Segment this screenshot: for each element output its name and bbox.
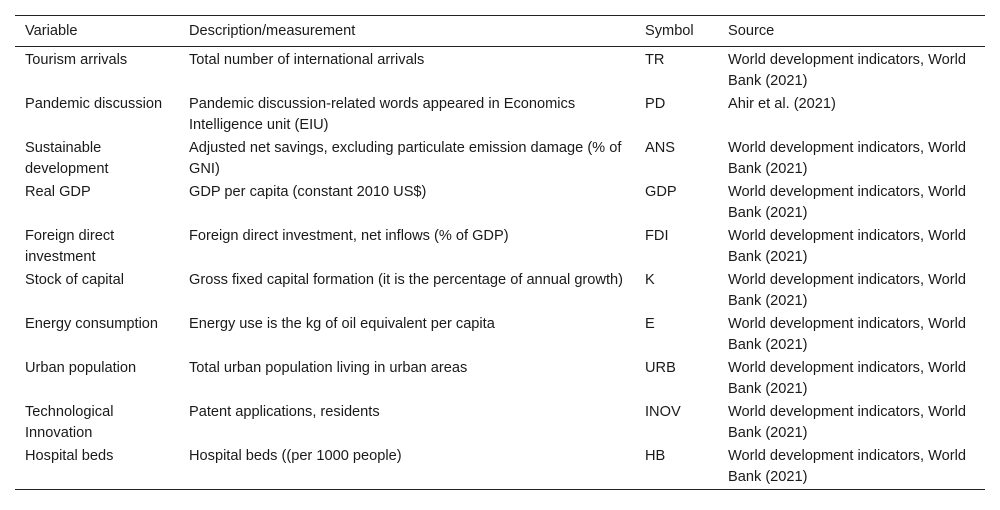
cell-description: Energy use is the kg of oil equivalent per capita [189, 316, 495, 332]
table-row [15, 445, 985, 490]
cell-source: World development indicators, World Bank (2021) [728, 360, 966, 397]
cell-variable: Foreign direct investment [25, 228, 115, 265]
cell-variable: Urban population [25, 360, 137, 376]
cell-symbol: PD [645, 96, 666, 112]
cell-description: Hospital beds ((per 1000 people) [189, 448, 402, 464]
header-source: Source [728, 23, 775, 39]
header-variable: Variable [25, 23, 78, 39]
cell-symbol: HB [645, 448, 666, 464]
table-row [15, 47, 985, 94]
cell-symbol: FDI [645, 228, 669, 244]
cell-symbol: URB [645, 360, 676, 376]
cell-variable: Sustainable development [25, 140, 109, 177]
cell-symbol: INOV [645, 404, 681, 420]
table-row [15, 401, 985, 445]
cell-variable: Energy consumption [25, 316, 159, 332]
cell-description: Pandemic discussion-related words appeared in Economics Intelligence unit (EIU) [189, 96, 576, 133]
cell-source: World development indicators, World Bank (2021) [728, 272, 966, 309]
header-description: Description/measurement [189, 23, 356, 39]
variables-table [15, 15, 985, 490]
cell-source: World development indicators, World Bank (2021) [728, 404, 966, 441]
cell-description: Total number of international arrivals [189, 52, 425, 68]
cell-source: World development indicators, World Bank (2021) [728, 228, 966, 265]
cell-source: World development indicators, World Bank (2021) [728, 52, 966, 89]
cell-symbol: TR [645, 52, 665, 68]
header-symbol: Symbol [645, 23, 694, 39]
table-row [15, 225, 985, 269]
cell-source: Ahir et al. (2021) [728, 96, 836, 112]
table-row [15, 269, 985, 313]
cell-variable: Pandemic discussion [25, 96, 163, 112]
table-header-row [15, 16, 985, 47]
cell-description: Total urban population living in urban areas [189, 360, 468, 376]
table-row [15, 137, 985, 181]
cell-source: World development indicators, World Bank (2021) [728, 140, 966, 177]
cell-variable: Tourism arrivals [25, 52, 128, 68]
cell-symbol: E [645, 316, 655, 332]
table-row [15, 93, 985, 137]
cell-symbol: K [645, 272, 655, 288]
table-row [15, 357, 985, 401]
cell-description: Foreign direct investment, net inflows (% of GDP) [189, 228, 509, 244]
table-row [15, 181, 985, 225]
cell-variable: Hospital beds [25, 448, 114, 464]
cell-description: Adjusted net savings, excluding particulate emission damage (% of GNI) [189, 140, 622, 177]
cell-source: World development indicators, World Bank (2021) [728, 184, 966, 221]
cell-variable: Technological Innovation [25, 404, 114, 441]
cell-source: World development indicators, World Bank (2021) [728, 448, 966, 485]
cell-symbol: ANS [645, 140, 676, 156]
cell-variable: Stock of capital [25, 272, 124, 288]
cell-description: Gross fixed capital formation (it is the percentage of annual growth) [189, 272, 623, 288]
table-row [15, 313, 985, 357]
cell-source: World development indicators, World Bank (2021) [728, 316, 966, 353]
variables-table-container [15, 15, 985, 490]
cell-description: Patent applications, residents [189, 404, 380, 420]
cell-symbol: GDP [645, 184, 677, 200]
cell-description: GDP per capita (constant 2010 US$) [189, 184, 427, 200]
cell-variable: Real GDP [25, 184, 91, 200]
